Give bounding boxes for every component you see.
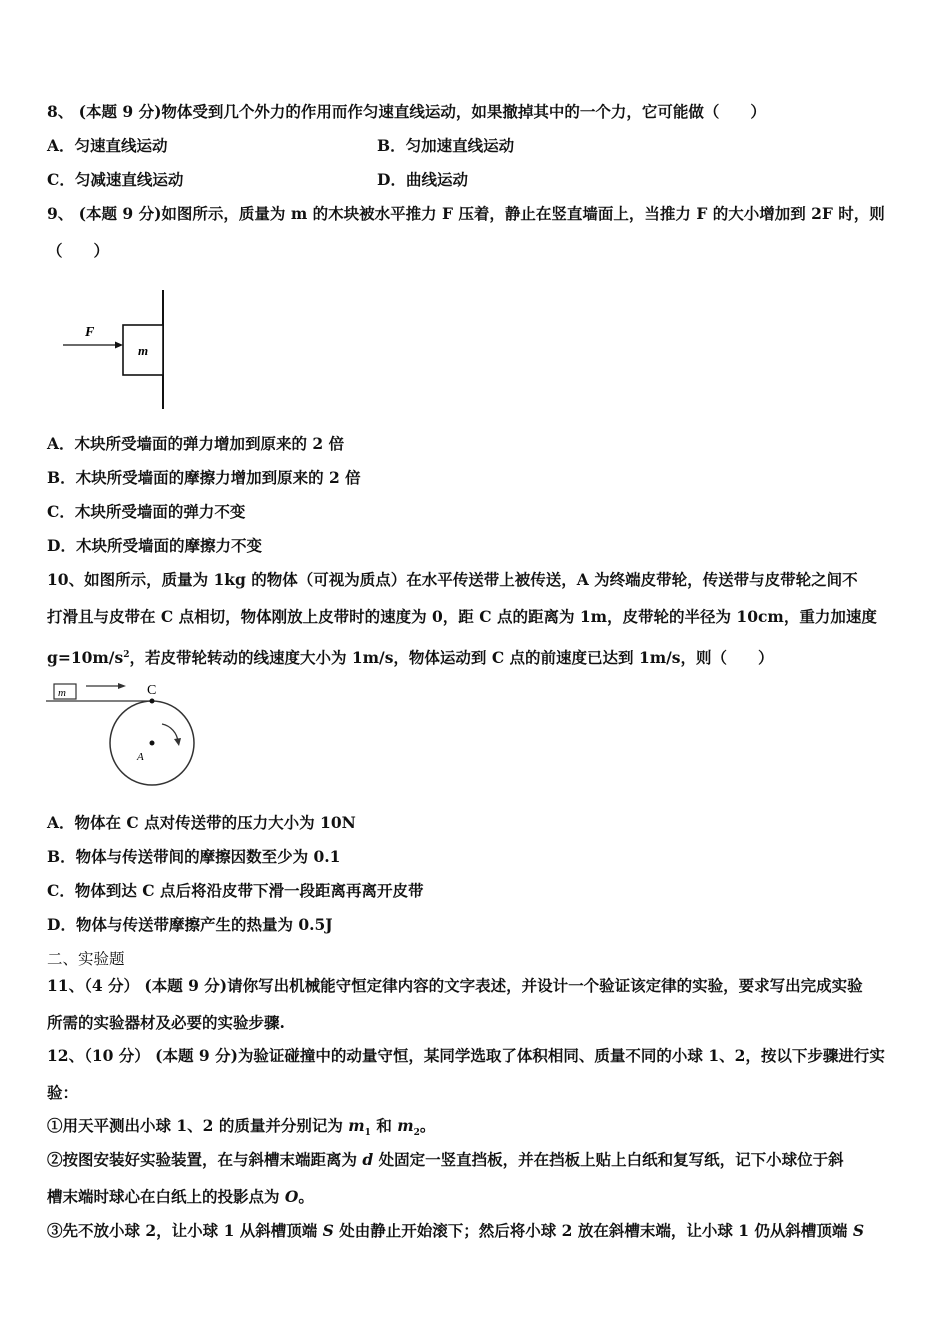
q12-o: O <box>284 1187 299 1206</box>
q12-step1-end: 。 <box>419 1116 436 1135</box>
point-c <box>150 699 155 704</box>
q12-m1: m <box>348 1116 365 1135</box>
force-label: F <box>85 325 95 340</box>
point-a <box>150 741 155 746</box>
q12-s2: S <box>852 1221 865 1240</box>
q10-option-c: C．物体到达 C 点后将沿皮带下滑一段距离再离开皮带 <box>47 881 424 900</box>
q12-m1-sub: 1 <box>364 1128 371 1139</box>
q11-stem-line1: 11、（4 分） (本题 9 分)请你写出机械能守恒定律内容的文字表述，并设计一个验证该定律的实验，要求写出完成实验 <box>47 976 863 995</box>
q12-m2-sub: 2 <box>413 1128 420 1139</box>
q12-step2-text-c: 槽末端时球心在白纸上的投影点为 <box>47 1187 285 1206</box>
rotation-arrow-head <box>174 738 181 746</box>
q10-stem-line3 <box>47 645 910 668</box>
q10-stem-line2: 打滑且与皮带在 C 点相切，物体刚放上皮带时的速度为 0，距 C 点的距离为 1m，皮带轮的半径为 10cm，重力加速度 <box>47 607 877 626</box>
q12-step2-line2 <box>47 1187 910 1207</box>
q12-step2-text-a: ②按图安装好实验装置，在与斜槽末端距离为 <box>47 1150 363 1169</box>
q8-option-b: B．匀加速直线运动 <box>377 136 515 155</box>
q8-option-a: A．匀速直线运动 <box>47 136 168 155</box>
q12-step1 <box>47 1116 910 1143</box>
q10-option-b: B．物体与传送带间的摩擦因数至少为 0.1 <box>47 847 341 866</box>
q12-step2-line1 <box>47 1150 910 1170</box>
q9-option-d: D．木块所受墙面的摩擦力不变 <box>47 536 262 555</box>
q9-figure <box>55 285 185 415</box>
block-m-label: m <box>58 687 66 699</box>
label-c: C <box>147 683 157 698</box>
q10-g-exponent: 2 <box>123 650 130 660</box>
q8-option-c: C．匀减速直线运动 <box>47 170 184 189</box>
q12-stem-line2: 验： <box>47 1083 79 1102</box>
mass-label: m <box>138 343 149 358</box>
q9-stem-line1: 9、 (本题 9 分)如图所示，质量为 m 的木块被水平推力 F 压着，静止在竖直墙面上，当推力 F 的大小增加到 2F 时，则 <box>47 204 885 223</box>
q9-stem-line2: （ ） <box>47 241 110 260</box>
q10-figure <box>44 676 204 796</box>
q12-d: d <box>362 1150 374 1169</box>
q12-m2: m <box>397 1116 414 1135</box>
q10-stem-line1: 10、如图所示，质量为 1kg 的物体（可视为质点）在水平传送带上被传送，A 为终端皮带轮，传送带与皮带轮之间不 <box>47 570 858 589</box>
q12-step3-text-b: 处由静止开始滚下；然后将小球 2 放在斜槽末端，让小球 1 仍从斜槽顶端 <box>333 1221 853 1240</box>
q10-g-value: g=10m/s <box>47 648 124 668</box>
q12-step2-text-b: 处固定一竖直挡板，并在挡板上贴上白纸和复写纸，记下小球位于斜 <box>373 1150 844 1169</box>
label-a: A <box>137 751 144 763</box>
q12-step1-text: ①用天平测出小球 1、2 的质量并分别记为 <box>47 1116 349 1135</box>
q9-option-a: A．木块所受墙面的弹力增加到原来的 2 倍 <box>47 434 345 453</box>
q12-s: S <box>322 1221 334 1240</box>
q8-stem: 8、 (本题 9 分)物体受到几个外力的作用而作匀速直线运动，如果撤掉其中的一个力，它可能做（ ） <box>47 102 766 121</box>
q10-option-d: D．物体与传送带摩擦产生的热量为 0.5J <box>47 915 333 934</box>
force-arrow-head <box>115 342 123 349</box>
q11-stem-line2: 所需的实验器材及必要的实验步骤. <box>47 1013 285 1032</box>
q12-step2-end: 。 <box>298 1187 314 1206</box>
q12-step3 <box>47 1221 910 1241</box>
q9-option-c: C．木块所受墙面的弹力不变 <box>47 502 246 521</box>
q10-stem-rest: ，若皮带轮转动的线速度大小为 1m/s，物体运动到 C 点的前速度已达到 1m/s，则（ ） <box>129 648 774 668</box>
section-heading: 二、实验题 <box>47 950 125 968</box>
q12-step3-text-a: ③先不放小球 2，让小球 1 从斜槽顶端 <box>47 1221 323 1240</box>
q12-stem-line1: 12、（10 分） (本题 9 分)为验证碰撞中的动量守恒，某同学选取了体积相同、质量不同的小球 1、2，按以下步骤进行实 <box>47 1046 885 1065</box>
q9-option-b: B．木块所受墙面的摩擦力增加到原来的 2 倍 <box>47 468 361 487</box>
q10-option-a: A．物体在 C 点对传送带的压力大小为 10N <box>47 813 356 832</box>
q12-step1-and: 和 <box>370 1116 398 1135</box>
velocity-arrow-head <box>118 683 126 689</box>
q8-option-d: D．曲线运动 <box>377 170 468 189</box>
